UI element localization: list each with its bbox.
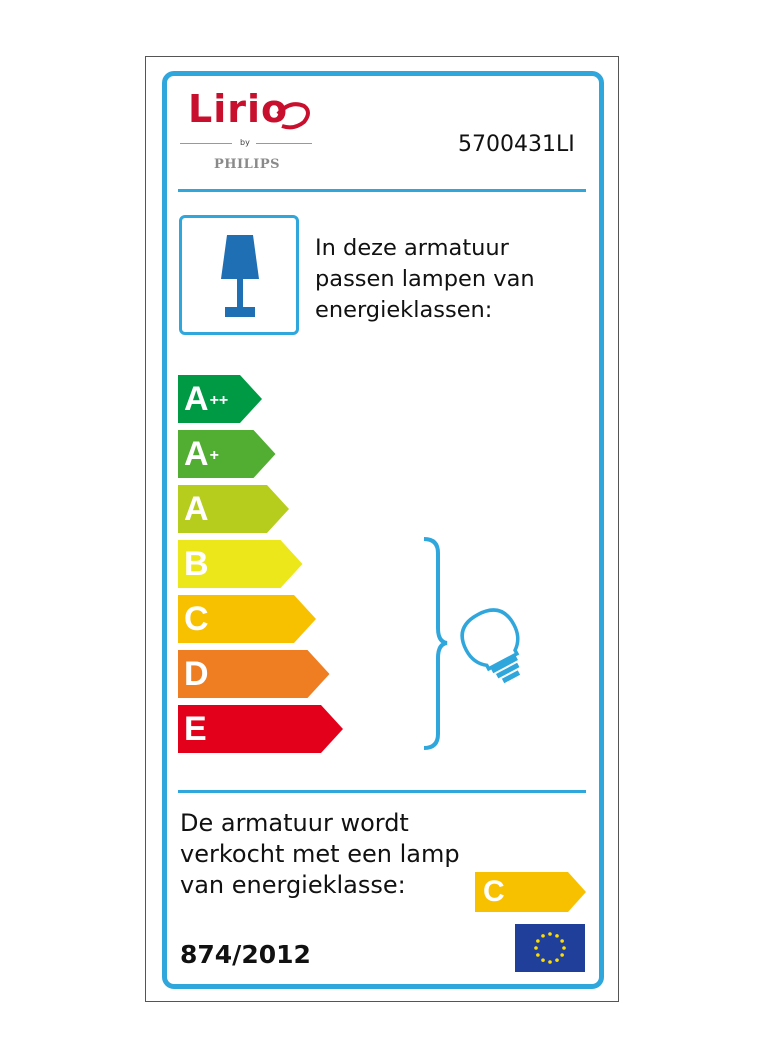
fixture-statement-line: In deze armatuur xyxy=(315,235,509,261)
sold-with-line: De armatuur wordt xyxy=(180,809,409,837)
energy-class-arrow xyxy=(178,540,303,588)
fixture-statement xyxy=(315,233,535,326)
divider-top xyxy=(178,189,586,192)
brand-logo: Lirio xyxy=(188,87,289,131)
fixture-statement-line: passen lampen van xyxy=(315,266,535,292)
energy-class-letter: A xyxy=(184,490,209,528)
brand-by: by xyxy=(240,138,250,147)
brand-swoosh-icon xyxy=(186,87,316,142)
energy-class-arrow xyxy=(178,485,289,533)
energy-class-letter: B xyxy=(184,545,209,583)
regulation-number: 874/2012 xyxy=(180,940,311,969)
fixture-icon-box xyxy=(179,215,299,335)
energy-class-letter: D xyxy=(184,655,209,693)
energy-class-letter: C xyxy=(184,600,209,638)
logo-rule-right xyxy=(256,143,312,144)
sold-with-class-letter: C xyxy=(483,875,505,908)
sold-with-line: verkocht met een lamp xyxy=(180,840,460,868)
eu-flag-icon xyxy=(515,924,585,972)
energy-class-letter: A+ xyxy=(184,435,219,473)
brand-partner: PHILIPS xyxy=(214,157,281,172)
energy-class-arrow xyxy=(178,375,262,423)
fixture-statement-line: energieklassen: xyxy=(315,297,493,323)
sold-with-class-arrow xyxy=(475,872,586,912)
sold-with-line: van energieklasse: xyxy=(180,871,406,899)
logo-rule-left xyxy=(180,143,232,144)
energy-class-arrow xyxy=(178,595,316,643)
energy-class-arrow xyxy=(178,650,330,698)
light-bulb-icon xyxy=(454,602,536,692)
divider-bottom xyxy=(178,790,586,793)
energy-class-letter: E xyxy=(184,710,207,748)
energy-class-arrow xyxy=(178,705,343,753)
bracket-icon xyxy=(420,536,540,751)
energy-class-letter: A++ xyxy=(184,380,229,418)
sold-with-statement xyxy=(180,808,460,901)
product-code: 5700431LI xyxy=(458,132,575,157)
table-lamp-icon xyxy=(182,218,296,332)
energy-class-arrow xyxy=(178,430,276,478)
